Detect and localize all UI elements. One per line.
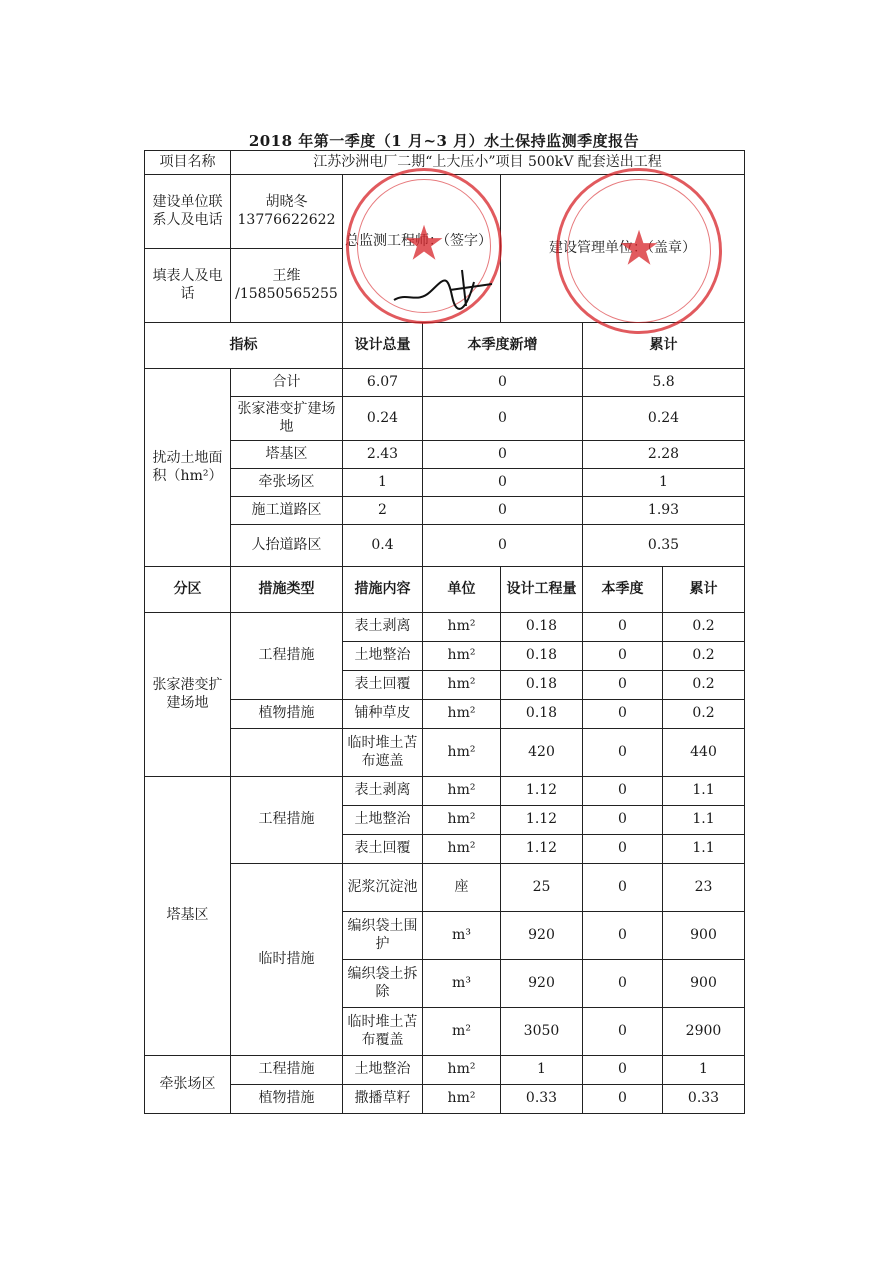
measure-unit: hm² bbox=[423, 1085, 501, 1114]
measure-zone: 塔基区 bbox=[145, 777, 231, 1056]
measure-unit: hm² bbox=[423, 671, 501, 700]
measure-unit: hm² bbox=[423, 806, 501, 835]
measure-quarter: 0 bbox=[583, 1008, 663, 1056]
measure-quarter: 0 bbox=[583, 960, 663, 1008]
area-total: 0.35 bbox=[583, 525, 745, 567]
area-design: 6.07 bbox=[343, 369, 423, 397]
measure-quarter: 0 bbox=[583, 777, 663, 806]
area-name: 张家港变扩建场地 bbox=[231, 397, 343, 441]
measure-content: 编织袋土围护 bbox=[343, 912, 423, 960]
area-new: 0 bbox=[423, 469, 583, 497]
measures-header-cell: 措施类型 bbox=[231, 567, 343, 613]
measure-content: 表土剥离 bbox=[343, 777, 423, 806]
area-row bbox=[145, 525, 745, 567]
measure-unit: m² bbox=[423, 1008, 501, 1056]
measure-total: 23 bbox=[663, 864, 745, 912]
measure-content: 表土回覆 bbox=[343, 671, 423, 700]
measures-header-cell: 累计 bbox=[663, 567, 745, 613]
measure-design: 0.33 bbox=[501, 1085, 583, 1114]
area-name: 施工道路区 bbox=[231, 497, 343, 525]
measure-content: 临时堆土苫布遮盖 bbox=[343, 729, 423, 777]
measure-type: 工程措施 bbox=[231, 613, 343, 700]
measure-design: 25 bbox=[501, 864, 583, 912]
measure-content: 铺种草皮 bbox=[343, 700, 423, 729]
measure-total: 900 bbox=[663, 960, 745, 1008]
area-header-total: 累计 bbox=[583, 323, 745, 369]
area-new: 0 bbox=[423, 441, 583, 469]
measure-content: 土地整治 bbox=[343, 1056, 423, 1085]
measure-design: 1.12 bbox=[501, 777, 583, 806]
measures-header-cell: 本季度 bbox=[583, 567, 663, 613]
area-design: 1 bbox=[343, 469, 423, 497]
measure-unit: 座 bbox=[423, 864, 501, 912]
area-header-new: 本季度新增 bbox=[423, 323, 583, 369]
measure-unit: m³ bbox=[423, 960, 501, 1008]
measure-row bbox=[145, 1056, 745, 1085]
area-header-indicator: 指标 bbox=[145, 323, 343, 369]
measure-design: 1 bbox=[501, 1056, 583, 1085]
area-total: 5.8 bbox=[583, 369, 745, 397]
area-design: 0.4 bbox=[343, 525, 423, 567]
area-total: 1 bbox=[583, 469, 745, 497]
area-total: 0.24 bbox=[583, 397, 745, 441]
measure-total: 440 bbox=[663, 729, 745, 777]
measure-design: 1.12 bbox=[501, 835, 583, 864]
measure-row bbox=[145, 777, 745, 806]
measure-design: 0.18 bbox=[501, 642, 583, 671]
project-name-value: 江苏沙洲电厂二期“上大压小”项目 500kV 配套送出工程 bbox=[231, 151, 745, 175]
measure-zone: 牵张场区 bbox=[145, 1056, 231, 1114]
measure-quarter: 0 bbox=[583, 806, 663, 835]
area-header-design: 设计总量 bbox=[343, 323, 423, 369]
measure-total: 1.1 bbox=[663, 806, 745, 835]
measure-total: 2900 bbox=[663, 1008, 745, 1056]
measure-unit: hm² bbox=[423, 700, 501, 729]
measure-unit: hm² bbox=[423, 1056, 501, 1085]
measure-design: 1.12 bbox=[501, 806, 583, 835]
measure-total: 0.2 bbox=[663, 671, 745, 700]
area-group-label: 扰动土地面积（hm²） bbox=[145, 369, 231, 567]
measure-total: 0.2 bbox=[663, 613, 745, 642]
measure-design: 0.18 bbox=[501, 613, 583, 642]
measure-design: 0.18 bbox=[501, 671, 583, 700]
measure-quarter: 0 bbox=[583, 671, 663, 700]
measure-unit: hm² bbox=[423, 642, 501, 671]
measure-content: 表土剥离 bbox=[343, 613, 423, 642]
area-design: 2 bbox=[343, 497, 423, 525]
area-name: 合计 bbox=[231, 369, 343, 397]
filler-contact-label: 填表人及电话 bbox=[145, 249, 231, 323]
measure-type: 工程措施 bbox=[231, 1056, 343, 1085]
measure-type: 临时措施 bbox=[231, 864, 343, 1056]
project-name-label: 项目名称 bbox=[145, 151, 231, 175]
measure-unit: m³ bbox=[423, 912, 501, 960]
measures-header-row bbox=[145, 567, 745, 613]
area-row bbox=[145, 497, 745, 525]
measure-design: 920 bbox=[501, 960, 583, 1008]
measures-header-cell: 措施内容 bbox=[343, 567, 423, 613]
measure-content: 泥浆沉淀池 bbox=[343, 864, 423, 912]
measure-quarter: 0 bbox=[583, 912, 663, 960]
measure-design: 920 bbox=[501, 912, 583, 960]
area-design: 0.24 bbox=[343, 397, 423, 441]
measure-content: 土地整治 bbox=[343, 806, 423, 835]
measure-type: 工程措施 bbox=[231, 777, 343, 864]
area-row bbox=[145, 469, 745, 497]
measure-content: 临时堆土苫布覆盖 bbox=[343, 1008, 423, 1056]
measure-total: 1.1 bbox=[663, 835, 745, 864]
measure-total: 1.1 bbox=[663, 777, 745, 806]
filler-contact-value: 王维 /15850565255 bbox=[231, 249, 343, 323]
measure-quarter: 0 bbox=[583, 835, 663, 864]
report-table bbox=[144, 150, 745, 1114]
chief-engineer-signature-cell: 总监测工程师：（签字） bbox=[343, 175, 501, 323]
area-new: 0 bbox=[423, 497, 583, 525]
measure-row bbox=[145, 729, 745, 777]
measure-total: 900 bbox=[663, 912, 745, 960]
measure-design: 3050 bbox=[501, 1008, 583, 1056]
measure-content: 编织袋土拆除 bbox=[343, 960, 423, 1008]
builder-contact-label: 建设单位联系人及电话 bbox=[145, 175, 231, 249]
measure-quarter: 0 bbox=[583, 1056, 663, 1085]
area-row bbox=[145, 441, 745, 469]
measure-unit: hm² bbox=[423, 777, 501, 806]
measure-quarter: 0 bbox=[583, 729, 663, 777]
area-new: 0 bbox=[423, 525, 583, 567]
area-row bbox=[145, 369, 745, 397]
measure-quarter: 0 bbox=[583, 642, 663, 671]
measure-row bbox=[145, 700, 745, 729]
company-seal-left: ★ bbox=[346, 168, 502, 324]
measures-header-cell: 设计工程量 bbox=[501, 567, 583, 613]
measure-unit: hm² bbox=[423, 613, 501, 642]
measure-design: 420 bbox=[501, 729, 583, 777]
measure-quarter: 0 bbox=[583, 700, 663, 729]
measures-header-cell: 单位 bbox=[423, 567, 501, 613]
area-design: 2.43 bbox=[343, 441, 423, 469]
measure-quarter: 0 bbox=[583, 613, 663, 642]
management-unit-seal-cell: 建设管理单位：（盖章） bbox=[501, 175, 745, 323]
area-name: 牵张场区 bbox=[231, 469, 343, 497]
measure-total: 1 bbox=[663, 1056, 745, 1085]
area-new: 0 bbox=[423, 397, 583, 441]
measure-design: 0.18 bbox=[501, 700, 583, 729]
measure-unit: hm² bbox=[423, 835, 501, 864]
measure-type bbox=[231, 729, 343, 777]
measure-quarter: 0 bbox=[583, 864, 663, 912]
measure-content: 土地整治 bbox=[343, 642, 423, 671]
builder-contact-value: 胡晓冬 13776622622 bbox=[231, 175, 343, 249]
measure-type: 植物措施 bbox=[231, 1085, 343, 1114]
area-name: 人抬道路区 bbox=[231, 525, 343, 567]
company-seal-right: ★ bbox=[556, 168, 722, 334]
measure-row bbox=[145, 864, 745, 912]
measure-total: 0.2 bbox=[663, 700, 745, 729]
area-total: 2.28 bbox=[583, 441, 745, 469]
measure-content: 撒播草籽 bbox=[343, 1085, 423, 1114]
measure-unit: hm² bbox=[423, 729, 501, 777]
measures-header-cell: 分区 bbox=[145, 567, 231, 613]
measure-total: 0.2 bbox=[663, 642, 745, 671]
measure-content: 表土回覆 bbox=[343, 835, 423, 864]
area-total: 1.93 bbox=[583, 497, 745, 525]
measure-total: 0.33 bbox=[663, 1085, 745, 1114]
area-row bbox=[145, 397, 745, 441]
area-new: 0 bbox=[423, 369, 583, 397]
measure-row bbox=[145, 1085, 745, 1114]
measure-quarter: 0 bbox=[583, 1085, 663, 1114]
report-title: 2018 年第一季度（1 月~3 月）水土保持监测季度报告 bbox=[248, 132, 640, 150]
measure-zone: 张家港变扩建场地 bbox=[145, 613, 231, 777]
measure-row bbox=[145, 613, 745, 642]
area-name: 塔基区 bbox=[231, 441, 343, 469]
measure-type: 植物措施 bbox=[231, 700, 343, 729]
